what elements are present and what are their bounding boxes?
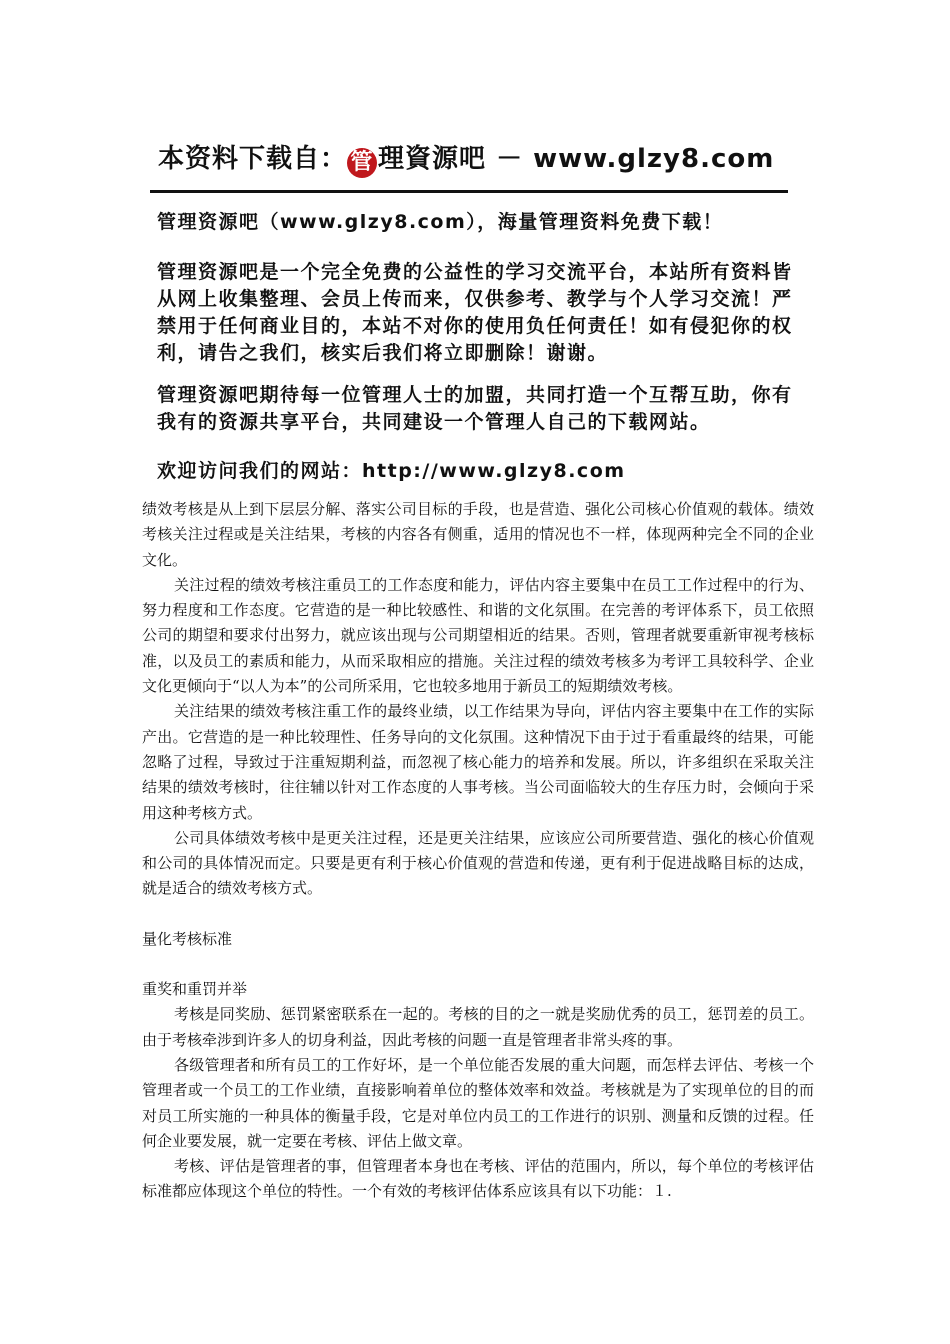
body-paragraph-3: 关注结果的绩效考核注重工作的最终业绩，以工作结果为导向，评估内容主要集中在工作的实际产出。它营造的是一种比较理性、任务导向的文化氛围。这种情况下由于过于看重最终的结果，可能忽略了过程，导致过于注重短期利益，而忽视了核心能力的培养和发展。所以，许多组织在采取关注结果的绩效考核时，往往辅以针对工作态度的人事考核。当公司面临较大的生存压力时，会倾向于采用这种考核方式。 [142,702,814,822]
article-body [142,497,814,1205]
body-paragraph-2: 关注过程的绩效考核注重员工的工作态度和能力，评估内容主要集中在员工工作过程中的行为、努力程度和工作态度。它营造的是一种比较感性、和谐的文化氛围。在完善的考评体系下，员工依照公司的期望和要求付出努力，就应该出现与公司期望相近的结果。否则，管理者就要重新审视考核标准，以及员工的素质和能力，从而采取相应的措施。关注过程的绩效考核多为考评工具较科学、企业文化更倾向于“以人为本”的公司所采用，它也较多地用于新员工的短期绩效考核。 [142,575,814,696]
body-paragraph-4: 公司具体绩效考核中是更关注过程，还是更关注结果，应该应公司所要营造、强化的核心价值观和公司的具体情况而定。只要是更有利于核心价值观的营造和传递，更有利于促进战略目标的达成，就是适合的绩效考核方式。 [142,828,814,898]
body-paragraph-6: 各级管理者和所有员工的工作好坏，是一个单位能否发展的重大问题，而怎样去评估、考核一个管理者或一个员工的工作业绩，直接影响着单位的整体效率和效益。考核就是为了实现单位的目的而对员工所实施的一种具体的衡量手段，它是对单位内员工的工作进行的识别、测量和反馈的过程。任何企业要发展，就一定要在考核、评估上做文章。 [142,1055,814,1150]
source-banner [150,128,790,190]
notice-welcome-link[interactable]: 欢迎访问我们的网站：http://www.glzy8.com [157,460,626,482]
banner-title [158,138,774,178]
notice-paragraph-2: 管理资源吧是一个完全免费的公益性的学习交流平台，本站所有资料皆从网上收集整理、会员上传而来，仅供参考、教学与个人学习交流！严禁用于任何商业目的，本站不对你的使用负任何责任！如有侵犯你的权利，请告之我们，核实后我们将立即删除！谢谢。 [157,261,793,364]
body-paragraph-5: 考核是同奖励、惩罚紧密联系在一起的。考核的目的之一就是奖励优秀的员工，惩罚差的员工。由于考核牵涉到许多人的切身利益，因此考核的问题一直是管理者非常头疼的事。 [142,1005,814,1049]
notice-paragraph-3: 管理资源吧期待每一位管理人士的加盟，共同打造一个互帮互助，你有我有的资源共享平台，共同建设一个管理人自己的下载网站。 [157,384,793,433]
logo-circle-icon: 管 [347,148,377,178]
banner-divider [150,190,788,193]
banner-title-suffix: 理資源吧 － www.glzy8.com [378,144,775,174]
notice-line-1: 管理资源吧（www.glzy8.com），海量管理资料免费下载！ [157,211,724,233]
section-heading-1: 量化考核标准 [142,929,233,948]
section-heading-2: 重奖和重罚并举 [142,980,248,999]
body-paragraph-7: 考核、评估是管理者的事，但管理者本身也在考核、评估的范围内，所以，每个单位的考核评估标准都应体现这个单位的特性。一个有效的考核评估体系应该具有以下功能：１. [142,1157,814,1201]
banner-title-prefix: 本资料下载自： [158,144,348,174]
body-paragraph-1: 绩效考核是从上到下层层分解、落实公司目标的手段，也是营造、强化公司核心价值观的载体。绩效考核关注过程或是关注结果，考核的内容各有侧重，适用的情况也不一样，体现两种完全不同的企业文化。 [142,500,814,569]
